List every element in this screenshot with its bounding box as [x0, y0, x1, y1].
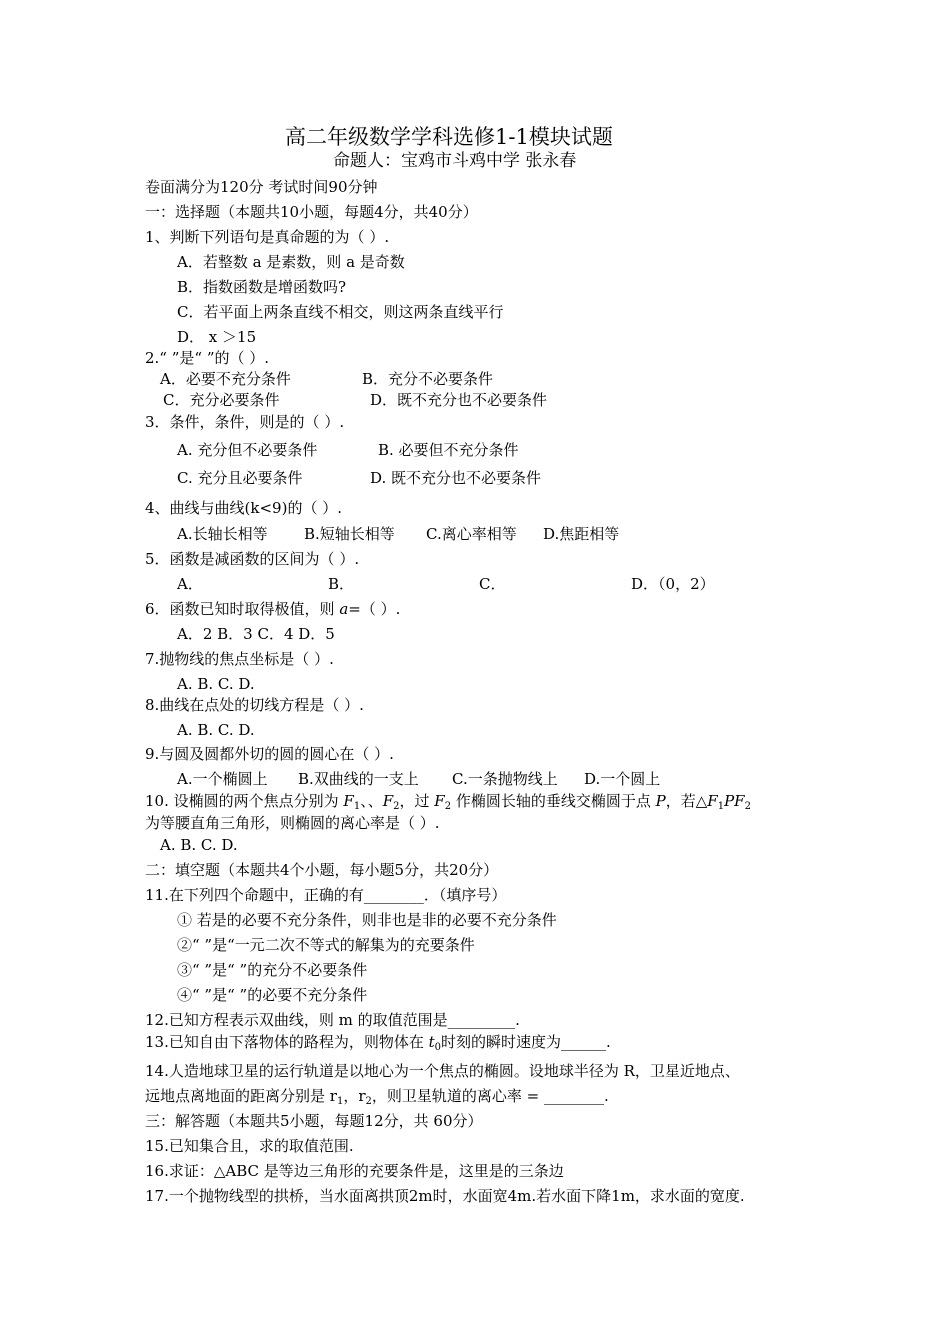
question-6-options: A．2 B．3 C．4 D．5 [177, 625, 335, 643]
question-3-stem: 3．条件，条件，则是的（ ）. [145, 413, 345, 431]
question-5-option-b: B． [328, 575, 355, 593]
question-12: 12.已知方程表示双曲线，则 m 的取值范围是_________. [145, 1011, 520, 1029]
section-heading-fill: 二：填空题（本题共4个小题，每小题5分，共20分） [145, 861, 499, 879]
section-heading-choice: 一：选择题（本题共10小题，每题4分，共40分） [145, 203, 478, 221]
question-4-option-c: C.离心率相等 [426, 525, 517, 543]
question-3-option-c: C. 充分且必要条件 [177, 469, 303, 487]
question-9-option-c: C.一条抛物线上 [452, 770, 558, 788]
question-1-stem: 1、判断下列语句是真命题的为（ ）. [145, 228, 390, 246]
question-16: 16.求证：△ABC 是等边三角形的充要条件是，这里是的三条边 [145, 1162, 564, 1180]
question-1-option-b: B．指数函数是增函数吗? [177, 278, 347, 296]
question-11-item-4: ④“ ”是“ ”的必要不充分条件 [177, 986, 368, 1004]
question-6-stem: 6．函数已知时取得极值，则 a=（ ）. [145, 600, 401, 618]
question-9-option-b: B.双曲线的一支上 [298, 770, 419, 788]
question-4-option-a: A.长轴长相等 [177, 525, 268, 543]
question-7-options: A. B. C. D. [177, 675, 255, 693]
question-4-option-b: B.短轴长相等 [304, 525, 395, 543]
question-3-option-d: D. 既不充分也不必要条件 [370, 469, 542, 487]
question-2-option-d: D．既不充分也不必要条件 [370, 391, 548, 409]
question-1-option-c: C．若平面上两条直线不相交，则这两条直线平行 [177, 303, 504, 321]
question-10-stem-line2: 为等腰直角三角形，则椭圆的离心率是（ ）. [145, 814, 440, 832]
question-5-option-d: D．（0，2） [631, 575, 715, 593]
question-11-item-1: ① 若是的必要不充分条件，则非也是非的必要不充分条件 [177, 911, 557, 929]
author-line: 命题人：宝鸡市斗鸡中学 张永春 [333, 151, 577, 171]
question-8-stem: 8.曲线在点处的切线方程是（ ）. [145, 696, 364, 714]
question-2-option-a: A．必要不充分条件 [160, 370, 291, 388]
question-2-stem: 2.“ ”是“ ”的（ ）. [145, 349, 270, 367]
question-4-stem: 4、曲线与曲线(k<9)的（ ）. [145, 499, 342, 517]
section-heading-answer: 三：解答题（本题共5小题，每题12分，共 60分） [145, 1112, 483, 1130]
question-1-option-a: A．若整数 a 是素数，则 a 是奇数 [177, 253, 405, 271]
question-14-line1: 14.人造地球卫星的运行轨道是以地心为一个焦点的椭圆。设地球半径为 R，卫星近地点、 [145, 1062, 740, 1080]
question-1-option-d: D． x ＞15 [177, 328, 257, 346]
question-2-option-c: C．充分必要条件 [163, 391, 280, 409]
question-10-options: A. B. C. D. [160, 836, 238, 854]
question-9-option-d: D.一个圆上 [584, 770, 661, 788]
question-17: 17.一个抛物线型的拱桥，当水面离拱顶2m时，水面宽4m.若水面下降1m，求水面的宽度. [145, 1187, 745, 1205]
question-2-option-b: B．充分不必要条件 [362, 370, 494, 388]
question-3-option-a: A. 充分但不必要条件 [177, 441, 318, 459]
question-5-stem: 5．函数是减函数的区间为（ ）. [145, 550, 360, 568]
question-14-line2: 远地点离地面的距离分别是 $r_1$，$r_2$，则卫星轨道的离心率 = ________. [145, 1087, 609, 1107]
question-4-option-d: D.焦距相等 [543, 525, 620, 543]
question-15: 15.已知集合且，求的取值范围. [145, 1137, 354, 1155]
question-10-stem: 10. 设椭圆的两个焦点分别为 $F_1$、、$F_2$，过 $F_2$ 作椭圆长轴的垂线交椭圆于点 P，若$\triangle F_1PF_2$ [145, 792, 751, 812]
question-8-options: A. B. C. D. [177, 721, 255, 739]
question-9-option-a: A.一个椭圆上 [177, 770, 268, 788]
question-11-item-2: ②“ ”是“一元二次不等式的解集为的充要条件 [177, 936, 475, 954]
question-5-option-a: A． [177, 575, 203, 593]
question-5-option-c: C． [479, 575, 506, 593]
question-7-stem: 7.抛物线的焦点坐标是（ ）. [145, 650, 334, 668]
question-3-option-b: B. 必要但不充分条件 [378, 441, 519, 459]
question-11-stem: 11.在下列四个命题中，正确的有________．（填序号） [145, 886, 507, 904]
exam-info: 卷面满分为120分 考试时间90分钟 [145, 178, 378, 196]
question-9-stem: 9.与圆及圆都外切的圆的圆心在（ ）. [145, 745, 394, 763]
question-11-item-3: ③“ ”是“ ”的充分不必要条件 [177, 961, 368, 979]
question-13: 13.已知自由下落物体的路程为，则物体在 $t_0$时刻的瞬时速度为______. [145, 1033, 611, 1053]
page-title: 高二年级数学学科选修1-1模块试题 [285, 125, 613, 149]
